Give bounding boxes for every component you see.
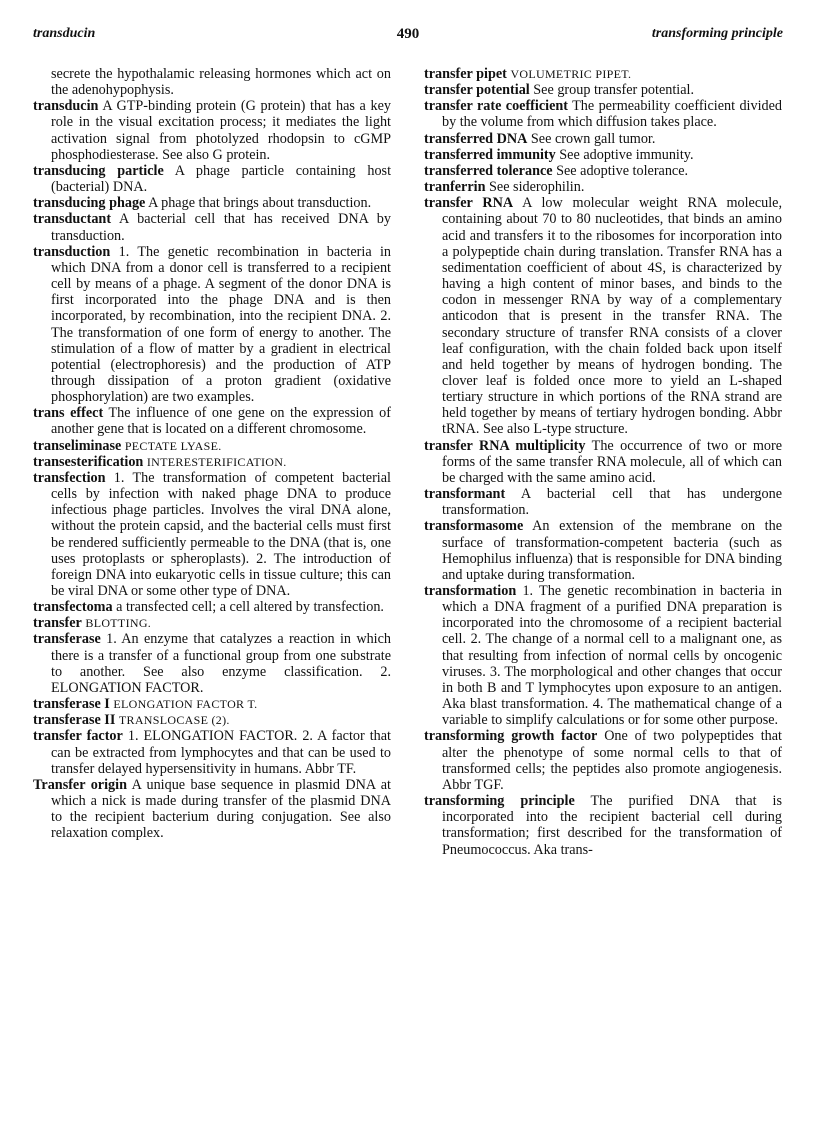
dictionary-entry <box>33 195 391 211</box>
dictionary-entry <box>33 454 391 470</box>
dictionary-entry <box>424 195 782 437</box>
entry-headword: transducing particle <box>33 162 164 179</box>
entry-headword: Transfer origin <box>33 776 127 793</box>
dictionary-entry <box>33 244 391 406</box>
entry-headword: transfer rate coefficient <box>424 98 568 115</box>
entry-headword: tranferrin <box>424 179 486 196</box>
entry-definition: A phage that brings about transduction. <box>148 195 372 212</box>
dictionary-entry <box>424 518 782 583</box>
dictionary-entry <box>424 179 782 195</box>
entry-definition: One of two polypeptides that alter the phenotype of some normal cells to that of transformed cells; the peptides also promote angiogenesis. Abbr TGF. <box>442 728 782 793</box>
entry-headword: transformasome <box>424 518 524 535</box>
dictionary-entry <box>33 631 391 696</box>
dictionary-entry <box>424 793 782 858</box>
dictionary-entry <box>424 147 782 163</box>
running-head-right: transforming principle <box>651 26 783 41</box>
dictionary-entry <box>33 615 391 631</box>
entry-definition: The influence of one gene on the expression of another gene that is located on a different chromosome. <box>51 405 392 438</box>
entry-definition: TRANSLOCASE (2). <box>118 713 230 728</box>
entry-definition: A bacterial cell that has undergone transformation. <box>442 486 783 519</box>
entry-headword: transduction <box>33 243 111 260</box>
entry-definition: A low molecular weight RNA molecule, containing about 70 to 80 nucleotides, that binds an amino acid and transfers it to the ribosomes for incorporation into a polypeptide chain during translation. Transfer RNA has a sedimentation coefficient of about 4S, is characterized by having a high content of minor bases, and binds to the codon in messenger RNA by way of a complementary anticodon that is present in the transfer RNA. The secondary structure of transfer RNA consists of a clover leaf configuration, with the chain folded back upon itself and held together by means of hydrogen bonding. The clover leaf is folded once more to yield an L-shaped tertiary structure in which portions of the RNA strand are held together by means of tertiary hydrogen bonding. Abbr tRNA. See also L-type structure. <box>442 195 783 438</box>
entry-definition: See siderophilin. <box>489 179 585 196</box>
entry-definition: A GTP-binding protein (G protein) that has a key role in the visual excitation process; it mediates the light activation signal from photolyzed rhodopsin to cGMP phosphodiesterase. See also G protein. <box>51 98 391 163</box>
page-number: 490 <box>396 26 420 42</box>
running-head-left: transducin <box>33 26 96 41</box>
entry-headword: transfer potential <box>424 82 530 99</box>
dictionary-entry <box>33 728 391 776</box>
dictionary-entry <box>33 712 391 728</box>
entry-definition: 1. The transformation of competent bacterial cells by infection with naked phage DNA to produce infectious phage particles. Involves the viral DNA alone, without the protein capsid, and the bacterial cells must first be rendered sufficiently permeable to the DNA (that is, one uses protoplasts or spheroplasts). 2. The introduction of foreign DNA into eukaryotic cells in tissue culture; this can be viral DNA or some other type of DNA. <box>51 469 391 599</box>
dictionary-entry <box>424 486 782 518</box>
entry-definition: A bacterial cell that has received DNA by transduction. <box>51 211 391 244</box>
entry-headword: transferase <box>33 631 101 648</box>
entry-definition: 1. An enzyme that catalyzes a reaction in which there is a transfer of a functional group from one substrate to another. See also enzyme classification. 2. ELONGATION FACTOR. <box>51 631 392 696</box>
entry-headword: transductant <box>33 211 112 228</box>
entry-headword: transducing phage <box>33 195 146 212</box>
entry-definition: See adoptive immunity. <box>559 146 694 163</box>
entry-headword: transfer RNA multiplicity <box>424 437 586 454</box>
entry-headword: transfer <box>33 615 82 632</box>
entry-definition: ELONGATION FACTOR T. <box>113 697 258 712</box>
entry-definition: A phage particle containing host (bacterial) DNA. <box>51 162 392 196</box>
dictionary-entry <box>424 98 782 130</box>
entry-headword: transducin <box>33 98 99 115</box>
dictionary-entry <box>33 405 391 437</box>
entry-headword: transferred tolerance <box>424 162 553 179</box>
dictionary-entry <box>33 696 391 712</box>
dictionary-entry <box>424 82 782 98</box>
dictionary-entry <box>424 163 782 179</box>
entry-definition: BLOTTING. <box>85 616 152 631</box>
entry-definition: a transfected cell; a cell altered by transfection. <box>116 599 384 616</box>
entry-definition: See group transfer potential. <box>533 82 695 99</box>
entry-headword: transferase I <box>33 696 110 713</box>
entry-headword: transforming growth factor <box>424 728 598 745</box>
entry-definition: A unique base sequence in plasmid DNA at which a nick is made during transfer of the plasmid DNA to the recipient bacterium during conjugation. See also relaxation complex. <box>51 776 391 842</box>
entry-definition: 1. The genetic recombination in bacteria in which a DNA fragment of a purified DNA preparation is incorporated into the chromosome of a recipient bacterial cell. 2. The change of a normal cell to a malignant one, as that resulting from infection of normal cells by oncogenic viruses. 3. The morphological and other changes that occur in both B and T lymphocytes upon exposure to an antigen. Aka blast transformation. 4. The mathematical change of a variable to simplify calculations or for some other purpose. <box>442 583 783 729</box>
dictionary-entry <box>33 470 391 599</box>
dictionary-entry <box>33 438 391 454</box>
entry-headword: transformant <box>424 486 506 503</box>
entry-headword: transfection <box>33 469 106 486</box>
dictionary-entry <box>424 66 782 82</box>
entry-definition: The occurrence of two or more forms of the same transfer RNA molecule, all of which can be charged with the same amino acid. <box>442 437 782 486</box>
entry-definition: VOLUMETRIC PIPET. <box>510 67 632 81</box>
dictionary-entry <box>424 438 782 486</box>
dictionary-entry <box>424 131 782 147</box>
dictionary-entry <box>424 583 782 728</box>
entry-definition: See adoptive tolerance. <box>556 162 689 179</box>
entry-headword: transfectoma <box>33 599 113 616</box>
dictionary-entry <box>33 66 391 98</box>
dictionary-entry <box>424 728 782 793</box>
left-column <box>33 66 391 842</box>
dictionary-entry <box>33 599 391 615</box>
dictionary-entry <box>33 211 391 243</box>
entry-headword: transfer pipet <box>424 66 507 82</box>
dictionary-entry <box>33 163 391 195</box>
entry-headword: transeliminase <box>33 437 122 454</box>
entry-headword: transformation <box>424 583 517 599</box>
entry-headword: transfer factor <box>33 728 123 745</box>
entry-headword: transesterification <box>33 453 144 470</box>
entry-definition: The purified DNA that is incorporated into the recipient bacterial cell during transformation; first described for the transformation of Pneumococcus. Aka trans- <box>442 793 782 858</box>
entry-headword: transferred DNA <box>424 130 528 147</box>
right-column <box>424 66 782 858</box>
entry-definition: See crown gall tumor. <box>530 130 656 147</box>
entry-definition: The permeability coefficient divided by the volume from which diffusion takes place. <box>442 98 782 131</box>
entry-headword: transferred immunity <box>424 146 556 163</box>
entry-headword: trans effect <box>33 405 104 422</box>
entry-headword: transferase II <box>33 712 116 729</box>
entry-definition: INTERESTERIFICATION. <box>146 454 287 469</box>
entry-definition: 1. The genetic recombination in bacteria in which DNA from a donor cell is transferred to a recipient cell by means of a phage. A segment of the donor DNA is first incorporated into the phage DNA and is then incorporated, by recombination, into the recipient DNA. 2. The transformation of one form of energy to another. The stimulation of a flow of matter by a gradient in electrical potential (electrophoresis) and the production of ATP through dissipation of a proton gradient (oxidative phosphorylation) are two examples. <box>51 243 392 406</box>
entry-definition: 1. ELONGATION FACTOR. 2. A factor that can be extracted from lymphocytes and that can be used to transfer delayed hypersensitivity in humans. Abbr TF. <box>51 728 392 777</box>
dictionary-entry <box>33 777 391 842</box>
dictionary-entry <box>33 98 391 163</box>
entry-definition: secrete the hypothalamic releasing hormones which act on the adenohypophysis. <box>51 66 391 99</box>
entry-definition: PECTATE LYASE. <box>124 438 222 453</box>
entry-headword: transforming principle <box>424 793 575 810</box>
entry-definition: An extension of the membrane on the surface of transformation-competent bacteria (such as Hemophilus influenza) that is responsible for DNA binding and uptake during transformation. <box>442 518 782 583</box>
entry-headword: transfer RNA <box>424 195 514 212</box>
